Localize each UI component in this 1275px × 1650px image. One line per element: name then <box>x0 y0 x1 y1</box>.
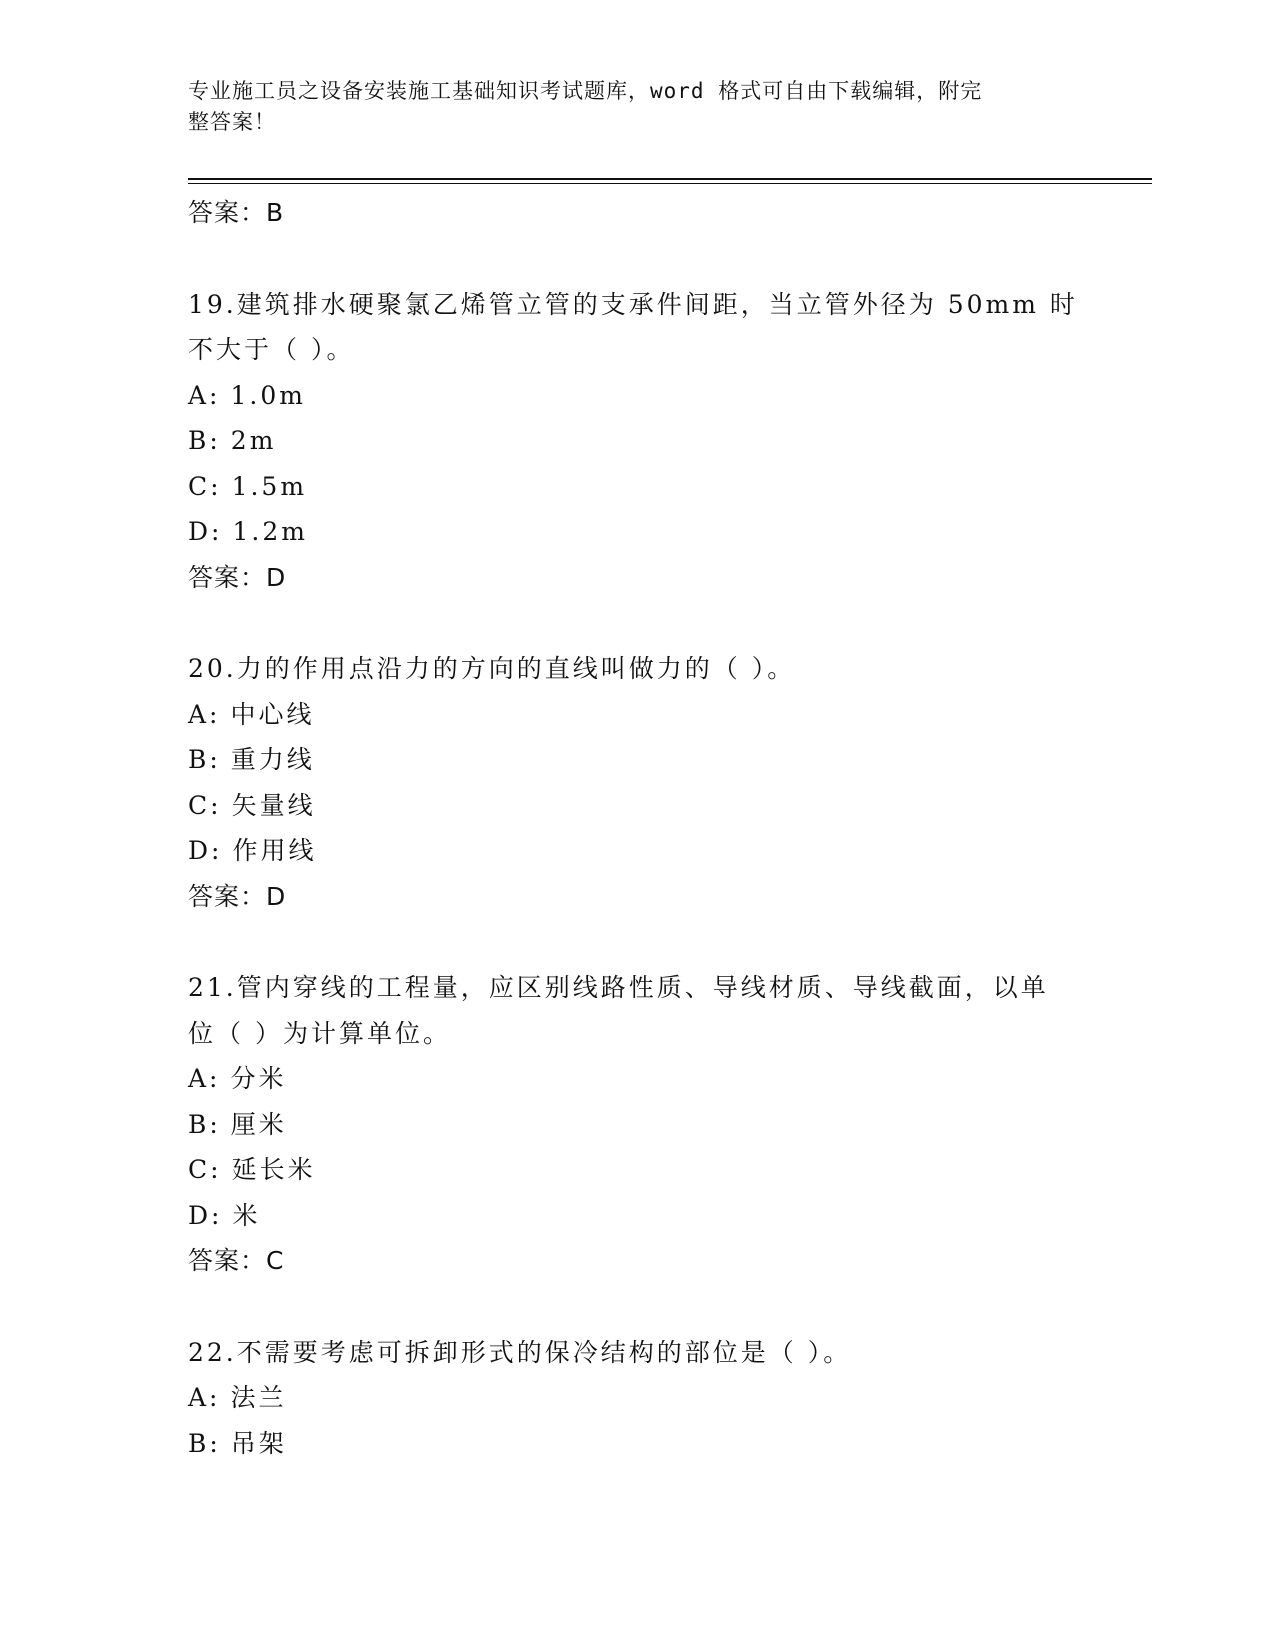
question-list <box>188 190 1088 1466</box>
option-a <box>188 1056 1088 1102</box>
option-text: 矢量线 <box>231 790 316 820</box>
option-letter: C: <box>188 1155 222 1184</box>
question-answer: 答案：D <box>188 881 287 911</box>
previous-answer: 答案：B <box>188 198 285 227</box>
question-20 <box>188 646 1088 919</box>
option-d <box>188 828 1088 874</box>
option-c <box>188 1147 1088 1193</box>
option-d <box>188 1193 1088 1239</box>
option-letter: C: <box>188 471 222 501</box>
option-text: 厘米 <box>230 1109 287 1139</box>
option-text: 作用线 <box>232 836 317 865</box>
header-text-line-1: 专业施工员之设备安装施工基础知识考试题库，word 格式可自由下载编辑，附完 <box>188 79 983 103</box>
option-c <box>188 464 1088 510</box>
option-text: 法兰 <box>230 1383 287 1412</box>
option-letter: A: <box>188 699 221 729</box>
option-text: 米 <box>232 1200 261 1230</box>
option-letter: D: <box>188 836 223 865</box>
option-b <box>188 1421 1088 1467</box>
option-letter: A: <box>188 1383 221 1412</box>
question-stem-line-1: 19.建筑排水硬聚氯乙烯管立管的支承件间距，当立管外径为 50mm 时 <box>188 289 1078 319</box>
option-d <box>188 509 1088 555</box>
document-header <box>188 76 1068 138</box>
question-stem-line-2: 位（ ）为计算单位。 <box>188 1018 451 1048</box>
question-stem-line-2: 不大于（ ）。 <box>188 335 355 364</box>
option-text: 吊架 <box>230 1428 287 1458</box>
option-text: 重力线 <box>230 745 315 774</box>
question-stem-line-1: 20.力的作用点沿力的方向的直线叫做力的（ ）。 <box>188 654 796 683</box>
option-letter: B: <box>188 1109 221 1139</box>
question-19 <box>188 282 1088 601</box>
option-text: 1.2m <box>232 517 308 546</box>
option-letter: A: <box>188 1064 221 1093</box>
option-text: 分米 <box>230 1064 287 1093</box>
question-stem-line-1: 21.管内穿线的工程量，应区别线路性质、导线材质、导线截面，以单 <box>188 973 1049 1002</box>
option-b <box>188 1102 1088 1148</box>
option-letter: D: <box>188 517 223 546</box>
question-answer: 答案：D <box>188 562 287 592</box>
option-a <box>188 692 1088 738</box>
question-stem-line-1: 22.不需要考虑可拆卸形式的保冷结构的部位是（ ）。 <box>188 1337 852 1367</box>
option-text: 2m <box>230 426 277 455</box>
option-letter: A: <box>188 380 221 410</box>
option-text: 中心线 <box>230 699 315 729</box>
option-text: 1.5m <box>231 471 308 501</box>
question-21 <box>188 965 1088 1284</box>
option-letter: B: <box>188 745 221 774</box>
option-a <box>188 1375 1088 1421</box>
option-b <box>188 418 1088 464</box>
option-c <box>188 783 1088 829</box>
header-divider <box>188 178 1152 184</box>
question-22 <box>188 1330 1088 1467</box>
header-text-line-2: 整答案！ <box>188 110 276 134</box>
question-answer: 答案：C <box>188 1246 285 1275</box>
option-letter: D: <box>188 1200 223 1230</box>
option-letter: C: <box>188 790 222 820</box>
option-letter: B: <box>188 426 221 455</box>
option-text: 1.0m <box>230 380 306 410</box>
option-letter: B: <box>188 1428 221 1458</box>
option-text: 延长米 <box>231 1155 316 1184</box>
option-b <box>188 737 1088 783</box>
option-a <box>188 373 1088 419</box>
